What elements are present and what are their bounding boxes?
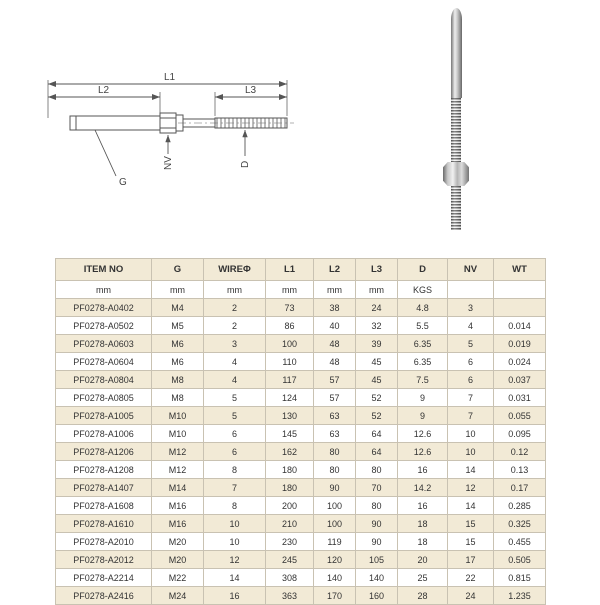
table-cell: 80 <box>356 461 398 479</box>
table-cell: 18 <box>398 515 448 533</box>
table-cell: 17 <box>448 551 494 569</box>
table-cell: 4 <box>204 371 266 389</box>
table-row <box>56 533 546 551</box>
table-row <box>56 389 546 407</box>
table-cell: 0.024 <box>494 353 546 371</box>
table-cell: M20 <box>152 533 204 551</box>
table-cell: 14 <box>448 461 494 479</box>
table-cell: 14 <box>448 497 494 515</box>
table-cell: PF0278-A0805 <box>56 389 152 407</box>
table-cell: PF0278-A2012 <box>56 551 152 569</box>
table-cell: 10 <box>204 515 266 533</box>
table-cell: 0.285 <box>494 497 546 515</box>
table-cell: 38 <box>314 299 356 317</box>
table-cell: 140 <box>314 569 356 587</box>
table-cell: PF0278-A1208 <box>56 461 152 479</box>
table-cell: PF0278-A1608 <box>56 497 152 515</box>
table-cell: 0.13 <box>494 461 546 479</box>
table-cell: PF0278-A0604 <box>56 353 152 371</box>
table-cell: 1.235 <box>494 587 546 605</box>
table-cell: PF0278-A2010 <box>56 533 152 551</box>
table-cell: PF0278-A1407 <box>56 479 152 497</box>
table-cell: 210 <box>266 515 314 533</box>
table-cell: 48 <box>314 335 356 353</box>
table-cell: 162 <box>266 443 314 461</box>
units-row <box>56 281 546 299</box>
table-cell: 8 <box>204 497 266 515</box>
table-cell: 6 <box>448 353 494 371</box>
hex-nut <box>443 162 469 186</box>
table-cell: 0.055 <box>494 407 546 425</box>
table-cell: 2 <box>204 299 266 317</box>
table-cell: 7 <box>448 389 494 407</box>
table-row <box>56 317 546 335</box>
table-row <box>56 461 546 479</box>
table-cell: 40 <box>314 317 356 335</box>
table-cell: 9 <box>398 407 448 425</box>
table-cell: 130 <box>266 407 314 425</box>
table-cell: 4.8 <box>398 299 448 317</box>
table-cell: 2 <box>204 317 266 335</box>
table-cell: 18 <box>398 533 448 551</box>
column-header: L1 <box>266 259 314 281</box>
unit-cell: KGS <box>398 281 448 299</box>
table-cell: 63 <box>314 425 356 443</box>
table-cell: 16 <box>204 587 266 605</box>
table-cell: 120 <box>314 551 356 569</box>
table-row <box>56 299 546 317</box>
unit-cell: mm <box>314 281 356 299</box>
column-header: L2 <box>314 259 356 281</box>
table-cell: M4 <box>152 299 204 317</box>
table-cell: 0.014 <box>494 317 546 335</box>
table-cell: 4 <box>204 353 266 371</box>
table-cell: 70 <box>356 479 398 497</box>
drawing-svg <box>40 70 300 215</box>
table-cell: 100 <box>266 335 314 353</box>
stud-thread-upper <box>451 98 461 162</box>
table-cell: 245 <box>266 551 314 569</box>
table-row <box>56 515 546 533</box>
table-cell: 16 <box>398 461 448 479</box>
table-cell: PF0278-A2416 <box>56 587 152 605</box>
table-cell: 22 <box>448 569 494 587</box>
table-cell: 3 <box>204 335 266 353</box>
column-header: WT <box>494 259 546 281</box>
table-row <box>56 335 546 353</box>
table-cell: 57 <box>314 371 356 389</box>
table-cell: 80 <box>314 461 356 479</box>
table-cell: 0.095 <box>494 425 546 443</box>
table-cell: 0.815 <box>494 569 546 587</box>
table-cell: M6 <box>152 335 204 353</box>
table-cell: 10 <box>204 533 266 551</box>
table-cell: 7 <box>204 479 266 497</box>
column-header: WIREΦ <box>204 259 266 281</box>
table-cell: 0.505 <box>494 551 546 569</box>
table-cell: 180 <box>266 461 314 479</box>
table-cell: 0.037 <box>494 371 546 389</box>
column-header: L3 <box>356 259 398 281</box>
dim-label-nv: NV <box>163 156 174 170</box>
table-cell: 3 <box>448 299 494 317</box>
table-cell: 119 <box>314 533 356 551</box>
spec-table <box>55 258 546 605</box>
table-cell: 6.35 <box>398 335 448 353</box>
header-row <box>56 259 546 281</box>
unit-cell: mm <box>152 281 204 299</box>
table-row <box>56 443 546 461</box>
table-cell: 145 <box>266 425 314 443</box>
product-photo <box>430 8 482 240</box>
table-cell: 14.2 <box>398 479 448 497</box>
dim-label-l3: L3 <box>245 85 257 96</box>
table-cell: 308 <box>266 569 314 587</box>
table-cell: 5 <box>204 407 266 425</box>
table-cell: 140 <box>356 569 398 587</box>
table-cell: 8 <box>204 461 266 479</box>
stud-thread-lower <box>451 186 461 230</box>
table-cell: M8 <box>152 389 204 407</box>
table-row <box>56 353 546 371</box>
technical-drawing <box>40 70 300 215</box>
column-header: ITEM NO <box>56 259 152 281</box>
table-row <box>56 479 546 497</box>
dim-label-g: G <box>119 177 127 188</box>
table-cell: M8 <box>152 371 204 389</box>
stud-tip <box>451 8 462 20</box>
table-cell: 100 <box>314 497 356 515</box>
dim-label-l2: L2 <box>98 85 110 96</box>
table-cell: 200 <box>266 497 314 515</box>
table-cell: PF0278-A1006 <box>56 425 152 443</box>
spec-table-container <box>55 258 546 605</box>
table-cell: 5 <box>448 335 494 353</box>
table-cell: 10 <box>448 425 494 443</box>
stud-shank <box>451 20 462 98</box>
table-cell: 4 <box>448 317 494 335</box>
table-cell: PF0278-A1206 <box>56 443 152 461</box>
table-cell: PF0278-A1005 <box>56 407 152 425</box>
column-header: D <box>398 259 448 281</box>
table-cell: 230 <box>266 533 314 551</box>
table-cell: 25 <box>398 569 448 587</box>
table-cell: M16 <box>152 497 204 515</box>
table-cell: 64 <box>356 443 398 461</box>
table-cell: M6 <box>152 353 204 371</box>
table-cell: PF0278-A0603 <box>56 335 152 353</box>
table-cell: 90 <box>356 515 398 533</box>
table-cell <box>494 299 546 317</box>
table-cell: 90 <box>356 533 398 551</box>
table-row <box>56 371 546 389</box>
table-cell: 52 <box>356 407 398 425</box>
table-cell: 5 <box>204 389 266 407</box>
unit-cell: mm <box>56 281 152 299</box>
table-cell: 105 <box>356 551 398 569</box>
table-cell: M10 <box>152 425 204 443</box>
table-cell: 6 <box>204 443 266 461</box>
table-cell: 63 <box>314 407 356 425</box>
table-cell: M10 <box>152 407 204 425</box>
unit-cell <box>494 281 546 299</box>
table-cell: 7 <box>448 407 494 425</box>
table-cell: 10 <box>448 443 494 461</box>
unit-cell: mm <box>356 281 398 299</box>
table-cell: 12.6 <box>398 443 448 461</box>
table-cell: 24 <box>448 587 494 605</box>
table-cell: 6 <box>448 371 494 389</box>
table-cell: 12 <box>204 551 266 569</box>
table-cell: 124 <box>266 389 314 407</box>
spec-table-head <box>56 259 546 281</box>
table-cell: 180 <box>266 479 314 497</box>
dim-label-d: D <box>240 160 251 168</box>
table-cell: 6.35 <box>398 353 448 371</box>
table-cell: PF0278-A0402 <box>56 299 152 317</box>
table-cell: M12 <box>152 461 204 479</box>
table-row <box>56 569 546 587</box>
table-cell: 48 <box>314 353 356 371</box>
table-row <box>56 497 546 515</box>
table-cell: 28 <box>398 587 448 605</box>
table-cell: 6 <box>204 425 266 443</box>
table-cell: 0.12 <box>494 443 546 461</box>
table-cell: 73 <box>266 299 314 317</box>
table-cell: 86 <box>266 317 314 335</box>
table-cell: 0.17 <box>494 479 546 497</box>
table-cell: 16 <box>398 497 448 515</box>
table-cell: 12.6 <box>398 425 448 443</box>
table-row <box>56 551 546 569</box>
table-cell: 80 <box>356 497 398 515</box>
unit-cell: mm <box>266 281 314 299</box>
unit-cell <box>448 281 494 299</box>
table-cell: M12 <box>152 443 204 461</box>
table-cell: 0.019 <box>494 335 546 353</box>
table-cell: 117 <box>266 371 314 389</box>
table-cell: 15 <box>448 515 494 533</box>
table-cell: 24 <box>356 299 398 317</box>
table-cell: 57 <box>314 389 356 407</box>
table-row <box>56 407 546 425</box>
table-cell: 100 <box>314 515 356 533</box>
column-header: NV <box>448 259 494 281</box>
table-cell: 5.5 <box>398 317 448 335</box>
table-cell: 0.031 <box>494 389 546 407</box>
table-row <box>56 587 546 605</box>
table-cell: PF0278-A0502 <box>56 317 152 335</box>
table-cell: 9 <box>398 389 448 407</box>
table-cell: M24 <box>152 587 204 605</box>
table-cell: 7.5 <box>398 371 448 389</box>
table-cell: 14 <box>204 569 266 587</box>
table-cell: 32 <box>356 317 398 335</box>
table-cell: M16 <box>152 515 204 533</box>
table-cell: 160 <box>356 587 398 605</box>
table-cell: 64 <box>356 425 398 443</box>
table-cell: 52 <box>356 389 398 407</box>
table-cell: PF0278-A0804 <box>56 371 152 389</box>
spec-table-body <box>56 281 546 605</box>
table-cell: M22 <box>152 569 204 587</box>
table-cell: PF0278-A1610 <box>56 515 152 533</box>
dim-label-l1: L1 <box>164 72 176 83</box>
table-cell: 45 <box>356 353 398 371</box>
table-cell: M14 <box>152 479 204 497</box>
table-cell: 45 <box>356 371 398 389</box>
table-cell: 170 <box>314 587 356 605</box>
table-cell: 12 <box>448 479 494 497</box>
column-header: G <box>152 259 204 281</box>
table-cell: 20 <box>398 551 448 569</box>
table-cell: 90 <box>314 479 356 497</box>
unit-cell: mm <box>204 281 266 299</box>
table-cell: 39 <box>356 335 398 353</box>
table-cell: M5 <box>152 317 204 335</box>
table-cell: 15 <box>448 533 494 551</box>
table-cell: M20 <box>152 551 204 569</box>
table-cell: 363 <box>266 587 314 605</box>
table-cell: 80 <box>314 443 356 461</box>
table-cell: 0.325 <box>494 515 546 533</box>
table-cell: PF0278-A2214 <box>56 569 152 587</box>
table-cell: 0.455 <box>494 533 546 551</box>
table-row <box>56 425 546 443</box>
table-cell: 110 <box>266 353 314 371</box>
